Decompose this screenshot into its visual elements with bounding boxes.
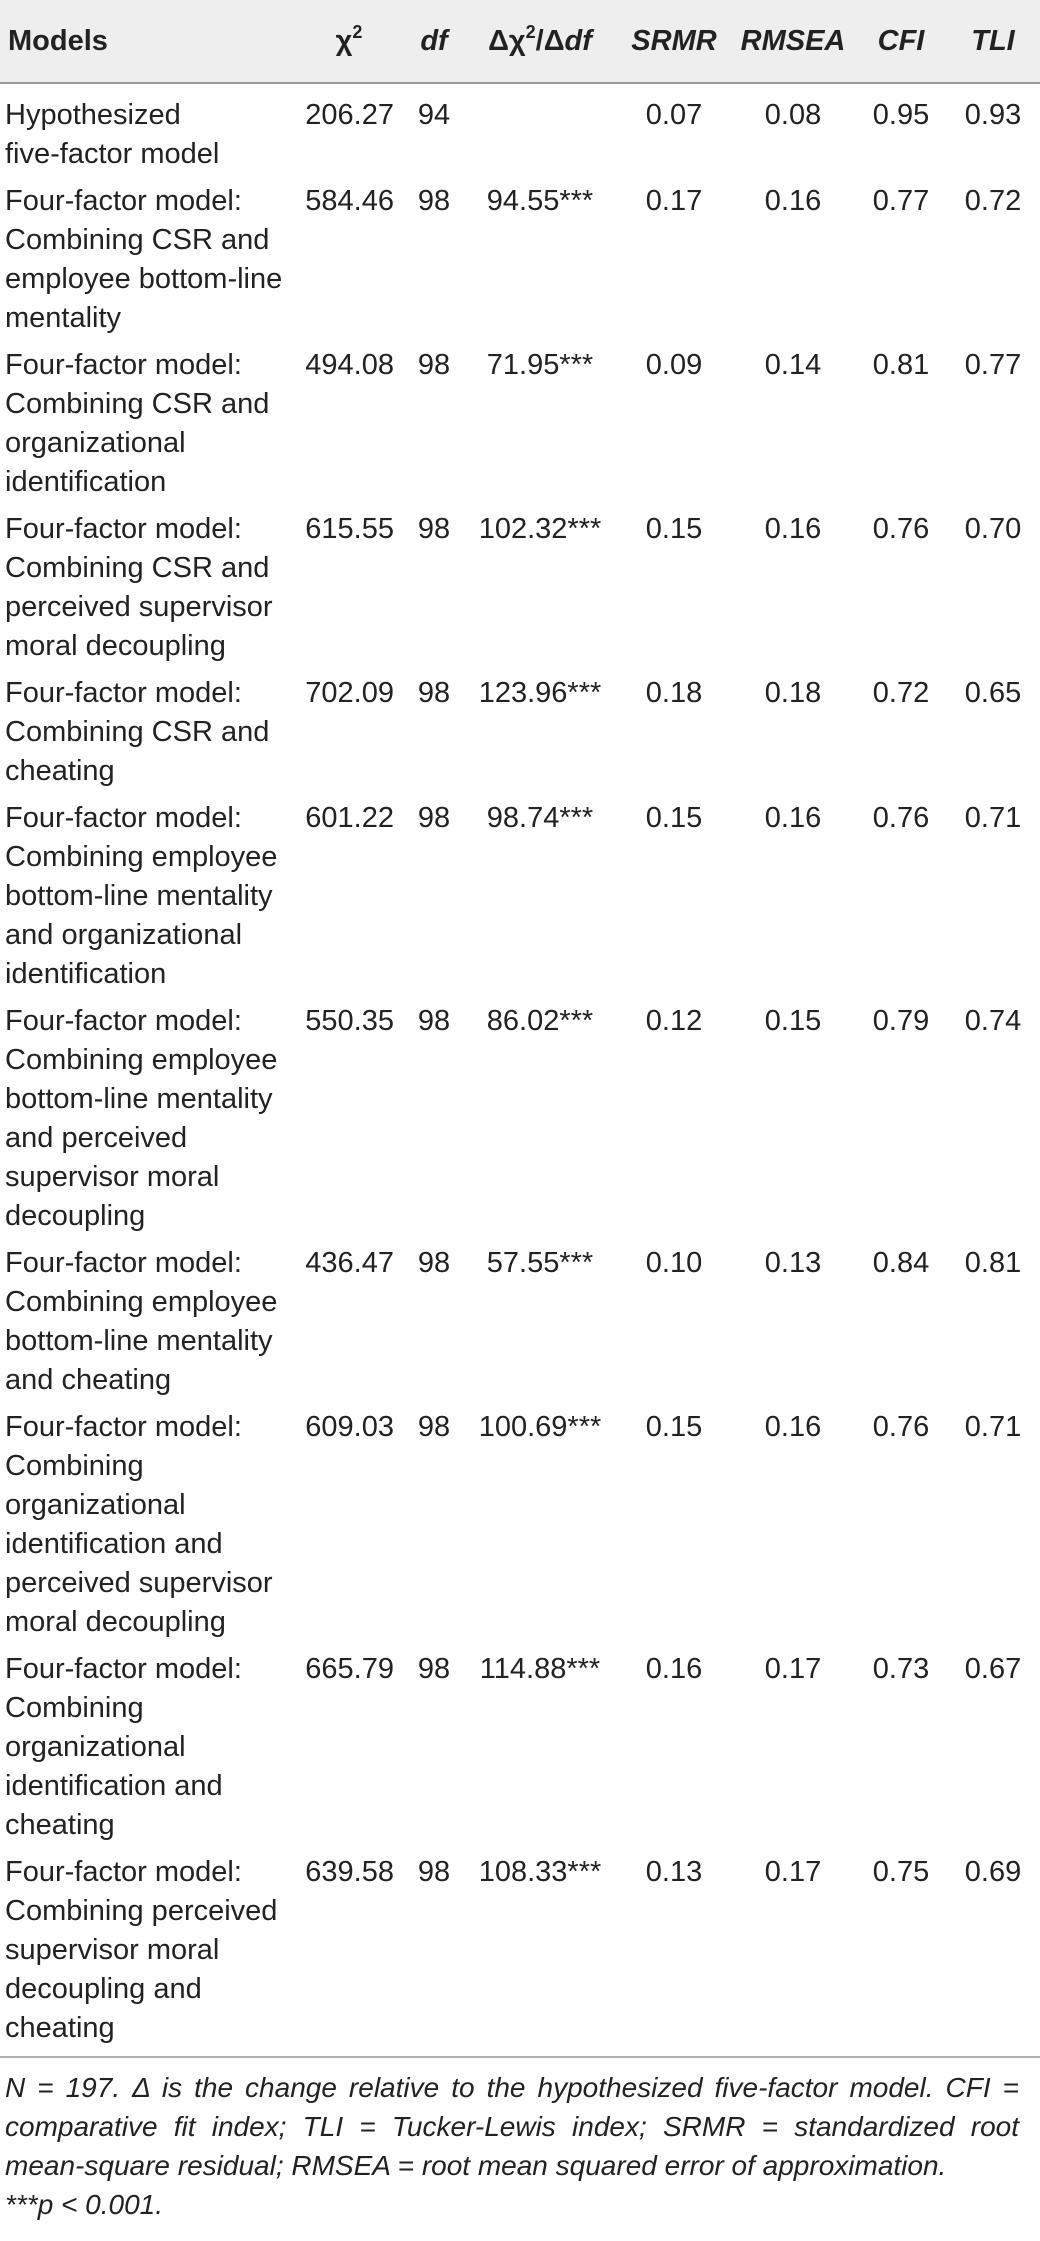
cell-model [0,346,292,510]
model-line: bottom-line mentality [5,1325,273,1357]
cell-model [0,1244,292,1408]
cell-cfi: 0.84 [872,1247,930,1279]
cell-df: 98 [417,513,451,545]
cell-chi-square: 609.03 [305,1411,394,1443]
model-line: decoupling and [5,1973,202,2005]
model-line: Four-factor model: [5,802,242,834]
header-df: df [406,0,462,83]
model-line: decoupling [5,1200,146,1232]
model-line: Four-factor model: [5,349,242,381]
cell-chi-square: 436.47 [305,1247,394,1279]
model-line: supervisor moral [5,1934,220,1966]
cell-model [0,83,292,182]
header-chi-square [292,0,406,83]
header-tli: TLI [946,0,1040,83]
model-line: identification and [5,1770,223,1802]
model-line: five-factor model [5,138,220,170]
cell-cfi: 0.77 [872,185,930,217]
footnote-significance: ***p < 0.001. [5,2189,164,2220]
model-line: Four-factor model: [5,1247,242,1279]
header-rmsea: RMSEA [730,0,856,83]
model-line: cheating [5,2012,115,2044]
cell-cfi: 0.72 [872,677,930,709]
model-line: cheating [5,755,115,787]
header-delta-df: df [564,24,592,57]
cell-tli: 0.71 [964,1411,1022,1443]
model-line: Four-factor model: [5,677,242,709]
header-srmr: SRMR [618,0,730,83]
model-line: Hypothesized [5,99,181,131]
cell-chi-square: 601.22 [305,802,394,834]
cell-chi-square: 584.46 [305,185,394,217]
table-row [0,346,1040,510]
cell-chi-square: 665.79 [305,1653,394,1685]
model-line: organizational [5,1489,186,1521]
table-row [0,1002,1040,1244]
header-delta-chi-df [462,0,618,83]
table-row [0,799,1040,1002]
cell-model [0,1408,292,1650]
cell-model [0,1650,292,1853]
model-line: Combining CSR and [5,716,270,748]
cell-chi-square: 615.55 [305,513,394,545]
model-line: perceived supervisor [5,591,273,623]
cell-srmr: 0.18 [645,677,703,709]
cell-delta-chi-df: 71.95*** [486,349,594,381]
table-row [0,1853,1040,2057]
header-delta-slash: /Δ [535,24,565,57]
model-line: Combining CSR and [5,388,270,420]
cell-rmsea: 0.13 [764,1247,822,1279]
table-row [0,1650,1040,1853]
cell-delta-chi-df: 114.88*** [479,1653,601,1685]
cell-delta-chi-df: 86.02*** [486,1005,594,1037]
cell-df: 98 [406,1853,462,2057]
cell-delta-chi-df: 57.55*** [486,1247,594,1279]
cell-df: 98 [417,349,451,381]
header-delta-chi-symbol: Δχ [488,24,526,57]
model-line: Combining employee [5,1286,278,1318]
cell-srmr: 0.17 [645,185,703,217]
table-row [0,1408,1040,1650]
cell-rmsea: 0.17 [730,1853,856,2057]
cell-chi-square: 639.58 [292,1853,406,2057]
table-row [0,182,1040,346]
model-line: Combining employee [5,841,278,873]
cell-cfi: 0.76 [872,802,930,834]
cell-cfi: 0.75 [856,1853,946,2057]
cell-srmr: 0.07 [645,99,703,131]
cell-df: 98 [417,1005,451,1037]
cell-model [0,510,292,674]
table-row [0,83,1040,182]
header-models: Models [0,0,292,83]
cell-cfi: 0.76 [872,1411,930,1443]
cell-tli: 0.77 [964,349,1022,381]
model-line: Combining CSR and [5,224,270,256]
cell-df: 94 [417,99,451,131]
cell-cfi: 0.79 [872,1005,930,1037]
cell-cfi: 0.95 [872,99,930,131]
table-row [0,1244,1040,1408]
cell-tli: 0.72 [964,185,1022,217]
model-line: Four-factor model: [5,513,242,545]
model-line: and perceived [5,1122,188,1154]
cell-srmr: 0.15 [645,802,703,834]
footnote-main: N = 197. Δ is the change relative to the hypothesized five-factor model. CFI = comparative fit index; TLI = Tucker-Lewis index; SRMR = standardized root mean-square residual; RMSEA = root mean squared error of approximation. [5,2072,1019,2181]
cell-srmr: 0.16 [645,1653,703,1685]
cell-df: 98 [417,802,451,834]
table-body [0,83,1040,2057]
cell-model [0,182,292,346]
model-line: identification [5,466,167,498]
header-chi-exponent: 2 [352,21,363,42]
cell-df: 98 [417,185,451,217]
cell-df: 98 [417,1247,451,1279]
model-line: organizational [5,427,186,459]
model-line: Four-factor model: [5,1856,242,1888]
cell-delta-chi-df: 123.96*** [478,677,602,709]
table-row [0,510,1040,674]
model-line: supervisor moral [5,1161,220,1193]
cell-delta-chi-df [462,83,618,182]
cell-delta-chi-df: 108.33*** [462,1853,618,2057]
model-line: and cheating [5,1364,172,1396]
cell-cfi: 0.73 [872,1653,930,1685]
cell-delta-chi-df: 100.69*** [478,1411,602,1443]
model-line: Combining [5,1692,144,1724]
model-line: Four-factor model: [5,1653,242,1685]
cell-rmsea: 0.16 [764,185,822,217]
cell-rmsea: 0.14 [764,349,822,381]
model-line: identification [5,958,167,990]
cell-srmr: 0.15 [645,1411,703,1443]
cell-tli: 0.67 [964,1653,1022,1685]
cell-srmr: 0.15 [645,513,703,545]
model-line: mentality [5,302,122,334]
cell-rmsea: 0.16 [764,802,822,834]
model-line: organizational [5,1731,186,1763]
model-line: Combining [5,1450,144,1482]
cell-chi-square: 494.08 [305,349,394,381]
cell-rmsea: 0.16 [764,513,822,545]
cell-srmr: 0.09 [645,349,703,381]
cell-tli: 0.81 [964,1247,1022,1279]
cell-df: 98 [417,1653,451,1685]
model-line: employee bottom-line [5,263,283,295]
cell-model [0,799,292,1002]
header-row [0,0,1040,83]
cell-rmsea: 0.08 [764,99,822,131]
cell-chi-square: 702.09 [305,677,394,709]
cell-cfi: 0.81 [872,349,930,381]
cell-tli: 0.71 [964,802,1022,834]
cell-chi-square: 550.35 [305,1005,394,1037]
cell-delta-chi-df: 98.74*** [486,802,594,834]
cell-delta-chi-df: 102.32*** [478,513,602,545]
model-line: identification and [5,1528,223,1560]
table-row [0,674,1040,799]
cell-rmsea: 0.18 [764,677,822,709]
cell-srmr: 0.10 [645,1247,703,1279]
model-line: Combining CSR and [5,552,270,584]
model-line: Four-factor model: [5,185,242,217]
cell-rmsea: 0.16 [764,1411,822,1443]
model-line: cheating [5,1809,115,1841]
model-line: bottom-line mentality [5,1083,273,1115]
header-delta-chi-exponent: 2 [525,21,536,42]
cell-model [0,674,292,799]
model-line: bottom-line mentality [5,880,273,912]
model-line: Combining employee [5,1044,278,1076]
model-line: Four-factor model: [5,1411,242,1443]
cell-tli: 0.93 [964,99,1022,131]
cell-tli: 0.69 [946,1853,1040,2057]
table-footnote [0,2058,1027,2224]
cell-model [0,1853,292,2057]
cell-cfi: 0.76 [872,513,930,545]
cell-df: 98 [417,1411,451,1443]
cell-delta-chi-df: 94.55*** [486,185,594,217]
cell-rmsea: 0.15 [764,1005,822,1037]
model-line: and organizational [5,919,243,951]
cell-tli: 0.70 [964,513,1022,545]
cell-srmr: 0.13 [618,1853,730,2057]
cell-srmr: 0.12 [645,1005,703,1037]
cell-df: 98 [417,677,451,709]
cell-chi-square: 206.27 [305,99,394,131]
header-chi-symbol: χ [335,24,353,57]
model-line: moral decoupling [5,1606,226,1638]
cell-rmsea: 0.17 [764,1653,822,1685]
model-line: perceived supervisor [5,1567,273,1599]
cell-tli: 0.74 [964,1005,1022,1037]
model-line: Four-factor model: [5,1005,242,1037]
header-cfi: CFI [856,0,946,83]
table-header [0,0,1040,83]
model-line: moral decoupling [5,630,226,662]
cell-tli: 0.65 [964,677,1022,709]
cell-model [0,1002,292,1244]
model-line: Combining perceived [5,1895,278,1927]
